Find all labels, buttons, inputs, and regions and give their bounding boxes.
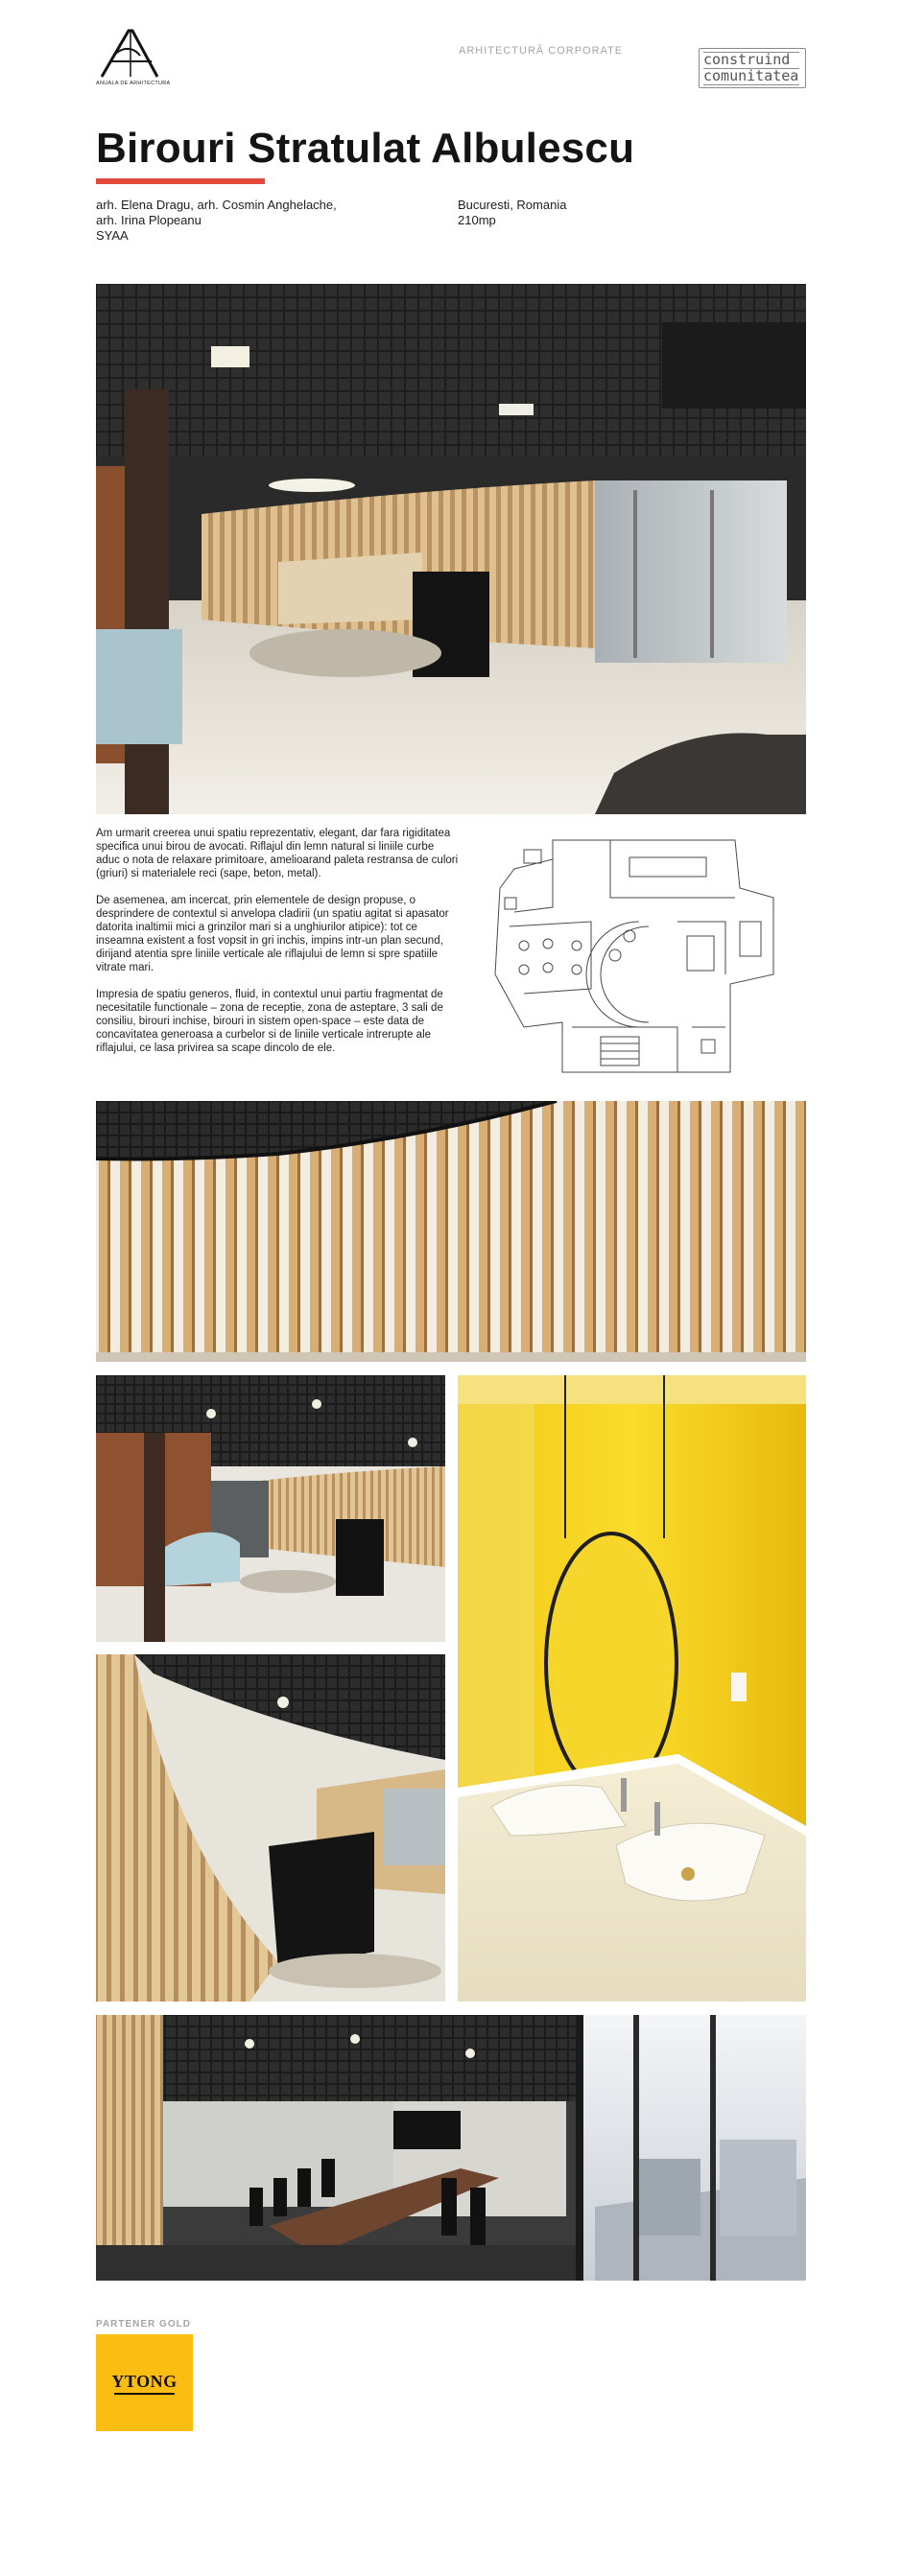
project-description: [96, 827, 461, 1068]
photo-lobby: [96, 1375, 445, 1642]
description-paragraph: De asemenea, am incercat, prin elementele de design propuse, o desprindere de contextul si anvelopa cladirii (un spatiu agitat si apasator datorita inaltimii mici a grinzilor mari si a unghiurilor atipice): tot ce inseamna existent a fost vopsit in gri inchis, impins intr-un plan secund, dirijand atentia spre liniile verticale ale riflajului de lemn si spre spatiile vitrate mari.: [96, 895, 449, 973]
photo-wood-slats: [96, 1101, 806, 1362]
description-paragraph: Am urmarit creerea unui spatiu reprezentativ, elegant, dar fara rigiditatea specifica unui birou de avocati. Riflajul din lemn natural si liniile curbe aduc o nota de relaxare primitoare, amelioarand paleta restransa de culori (griuri) si materialele reci (sape, beton, metal).: [96, 828, 459, 879]
title-accent-bar: [96, 178, 265, 184]
logo-mark-icon: [96, 29, 163, 79]
page-title: Birouri Stratulat Albulescu: [96, 125, 635, 172]
category-label: ARHITECTURĂ CORPORATE: [459, 45, 624, 57]
project-location: [458, 198, 566, 228]
badge-line-1: construind: [703, 51, 791, 68]
photo-meeting-room: [96, 2015, 806, 2281]
partner-label: [96, 2319, 191, 2330]
floor-plan-drawing: [486, 831, 775, 1076]
logo-caption: ANUALA DE ARHITECTURA: [96, 81, 171, 86]
project-area: 210mp: [458, 213, 496, 227]
sponsor-underline: [114, 2393, 175, 2395]
construind-comunitatea-badge: [699, 48, 806, 88]
photo-yellow-washroom: [458, 1375, 806, 2002]
ytong-sponsor-logo: [96, 2334, 193, 2431]
sponsor-name: YTONG: [111, 2372, 178, 2391]
logo: [96, 29, 171, 92]
description-paragraph: Impresia de spatiu generos, fluid, in contextul unui partiu fragmentat de necesitatile functionale – zona de receptie, zona de asteptare, 3 sali de consiliu, birouri inchise, birouri in sistem open-space – este data de concavitatea generoasa a curbelor si de liniile verticale intrerupte ale riflajului, ce lasa privirea sa scape dincolo de ele.: [96, 989, 443, 1054]
location-city: Bucuresti, Romania: [458, 198, 567, 212]
credits-line: arh. Elena Dragu, arh. Cosmin Anghelache,: [96, 198, 337, 212]
photo-reception-desk: [96, 1654, 445, 2002]
partner-label-text: PARTENER: [96, 2319, 156, 2330]
architect-credits: [96, 198, 337, 244]
badge-line-2: comunitatea: [703, 67, 799, 84]
partner-tier: GOLD: [159, 2319, 191, 2330]
credits-line: SYAA: [96, 228, 129, 243]
photo-reception-hero: [96, 284, 806, 814]
credits-line: arh. Irina Plopeanu: [96, 213, 202, 227]
